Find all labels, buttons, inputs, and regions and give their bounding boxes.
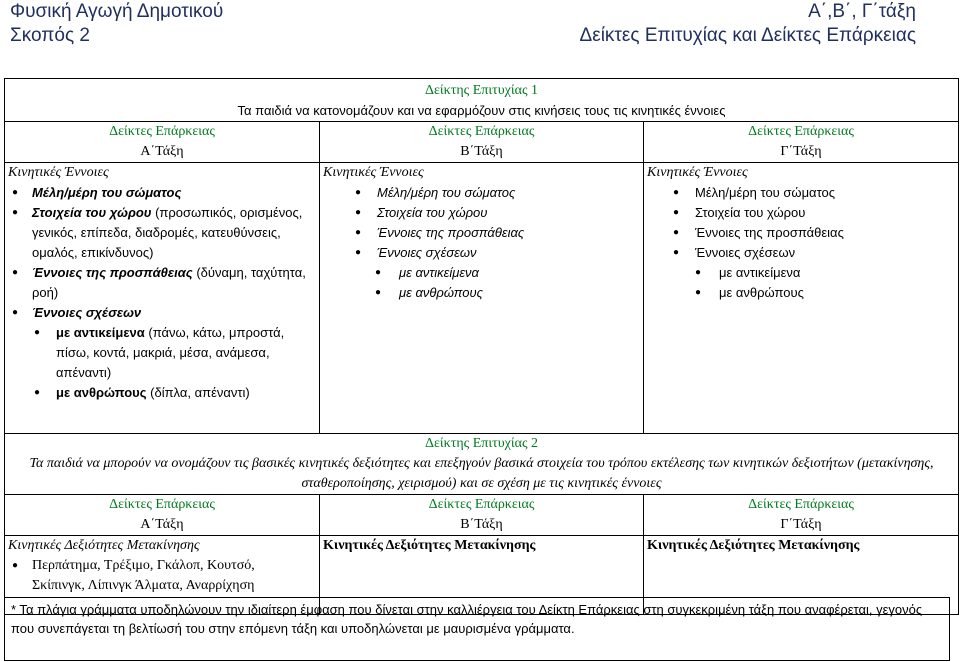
s1-head-a-grade: Α΄Τάξη [140, 144, 184, 159]
s2-head-c-label: Δείκτες Επάρκειας [748, 497, 854, 512]
section2-col-heads [5, 495, 959, 536]
header-left [10, 0, 223, 48]
s1-head-c-label: Δείκτες Επάρκειας [748, 124, 854, 139]
s2-head-b-label: Δείκτες Επάρκειας [428, 497, 535, 512]
s1-head-b [320, 122, 644, 163]
s2-head-b-grade: Β΄Τάξη [460, 517, 503, 532]
list-item-detail: (προσωπικός, ορισμένος, γενικός, επίπεδα, διαδρομές, κατευθύνσεις, ομαλός, επικίνδυνος) [32, 205, 303, 260]
list-item: ● Έννοιες σχέσεων [8, 303, 316, 323]
s1-b-list [323, 183, 640, 303]
list-item: ● Μέλη/μέρη του σώματος [8, 183, 316, 203]
list-item: ● Έννοιες της προσπάθειας [647, 223, 955, 243]
list-subitem [8, 323, 316, 383]
section2-title: Δείκτης Επιτυχίας 2 [425, 436, 539, 451]
list-item-emphasis: Έννοιες της προσπάθειας [32, 265, 193, 280]
s2-head-b [320, 495, 644, 536]
section1-text: Τα παιδιά να κατονομάζουν και να εφαρμόζουν στις κινήσεις τους τις κινητικές έννοιες [237, 103, 726, 118]
list-item-emphasis: με αντικείμενα [56, 325, 145, 340]
s2-head-a-grade: Α΄Τάξη [140, 517, 184, 532]
indicators-table [4, 78, 959, 615]
s1-b-concepts-label: Κινητικές Έννοιες [323, 165, 424, 180]
list-item [8, 203, 316, 263]
section1-content [5, 163, 959, 434]
s1-c-concepts-label: Κινητικές Έννοιες [647, 165, 748, 180]
list-subitem: ● με ανθρώπους [647, 283, 955, 303]
header-right [580, 0, 916, 48]
footnote: * Τα πλάγια γράμματα υποδηλώνουν την ιδιαίτερη έμφαση που δίνεται στην καλλιέργεια του Δείκτη Επάρκειας στη συγκεκριμένη τάξη που αναφέρεται, γεγονός που συνεπάγεται τη βελτίωσή του στην επόμενη τάξη και υποδηλώνεται με μαυρισμένα γράμματα. [4, 597, 950, 661]
s1-c-list [647, 183, 955, 303]
list-item-emphasis: Στοιχεία του χώρου [32, 205, 152, 220]
list-item-detail: (δίπλα, απέναντι) [146, 385, 250, 400]
page-title: Φυσική Αγωγή Δημοτικού [10, 1, 224, 22]
page-subtitle: Δείκτες Επιτυχίας και Δείκτες Επάρκειας [579, 25, 916, 46]
s2-b-label: Κινητικές Δεξιότητες Μετακίνησης [323, 538, 536, 553]
s1-a-concepts-label: Κινητικές Έννοιες [8, 165, 109, 180]
list-subitem [8, 383, 316, 403]
list-item-detail: (δύναμη, ταχύτητα, ροή) [32, 265, 306, 300]
s1-col-c [644, 163, 959, 434]
list-subitem: ● με αντικείμενα [323, 263, 640, 283]
list-item: ● Περπάτημα, Τρέξιμο, Γκάλοπ, Κουτσό, Σκίπινγκ, Λίπινγκ Άλματα, Αναρρίχηση [8, 556, 316, 596]
s1-col-a [5, 163, 320, 434]
s1-head-c [644, 122, 959, 163]
s2-head-a [5, 495, 320, 536]
list-item: ● Μέλη/μέρη του σώματος [323, 183, 640, 203]
goal-label: Σκοπός 2 [10, 25, 90, 46]
list-item-detail: (πάνω, κάτω, μπροστά, πίσω, κοντά, μακριά, μέσα, ανάμεσα, απέναντι) [56, 325, 285, 380]
section1-header [5, 79, 959, 122]
list-item: ● Στοιχεία του χώρου [647, 203, 955, 223]
list-item [8, 263, 316, 303]
s1-head-c-grade: Γ΄Τάξη [780, 144, 822, 159]
s2-a-label: Κινητικές Δεξιότητες Μετακίνησης [8, 538, 200, 553]
list-item: ● Μέλη/μέρη του σώματος [647, 183, 955, 203]
list-subitem: ● με αντικείμενα [647, 263, 955, 283]
section2-text: Τα παιδιά να μπορούν να ονομάζουν τις βασικές κινητικές δεξιότητες και επεξηγούν βασικά στοιχεία του τρόπου εκτέλεσης των κινητικών δεξιοτήτων (μετακίνησης, σταθεροποίησης, χειρισμού) και σε σχέση με τις κινητικές έννοιες [29, 456, 934, 491]
list-item-emphasis: με ανθρώπους [56, 385, 147, 400]
s1-a-list [8, 183, 316, 403]
section2-header [5, 434, 959, 495]
s1-head-b-label: Δείκτες Επάρκειας [428, 124, 535, 139]
list-item: ● Έννοιες σχέσεων [647, 243, 955, 263]
section1-col-heads [5, 122, 959, 163]
s1-col-b [320, 163, 644, 434]
list-item: ● Έννοιες της προσπάθειας [323, 223, 640, 243]
s2-head-c-grade: Γ΄Τάξη [780, 517, 822, 532]
list-subitem: ● με ανθρώπους [323, 283, 640, 303]
list-item: ● Στοιχεία του χώρου [323, 203, 640, 223]
s1-head-a-label: Δείκτες Επάρκειας [109, 124, 215, 139]
section2-header-row [5, 434, 959, 495]
s1-head-a [5, 122, 320, 163]
section1-title: Δείκτης Επιτυχίας 1 [425, 83, 539, 98]
s2-c-label: Κινητικές Δεξιότητες Μετακίνησης [647, 538, 860, 553]
s1-head-b-grade: Β΄Τάξη [460, 144, 503, 159]
list-item: ● Έννοιες σχέσεων [323, 243, 640, 263]
s2-head-a-label: Δείκτες Επάρκειας [109, 497, 215, 512]
s2-head-c [644, 495, 959, 536]
s2-a-list [8, 556, 316, 596]
grades-label: Α΄,Β΄, Γ΄τάξη [808, 1, 916, 22]
section1-header-row [5, 79, 959, 122]
